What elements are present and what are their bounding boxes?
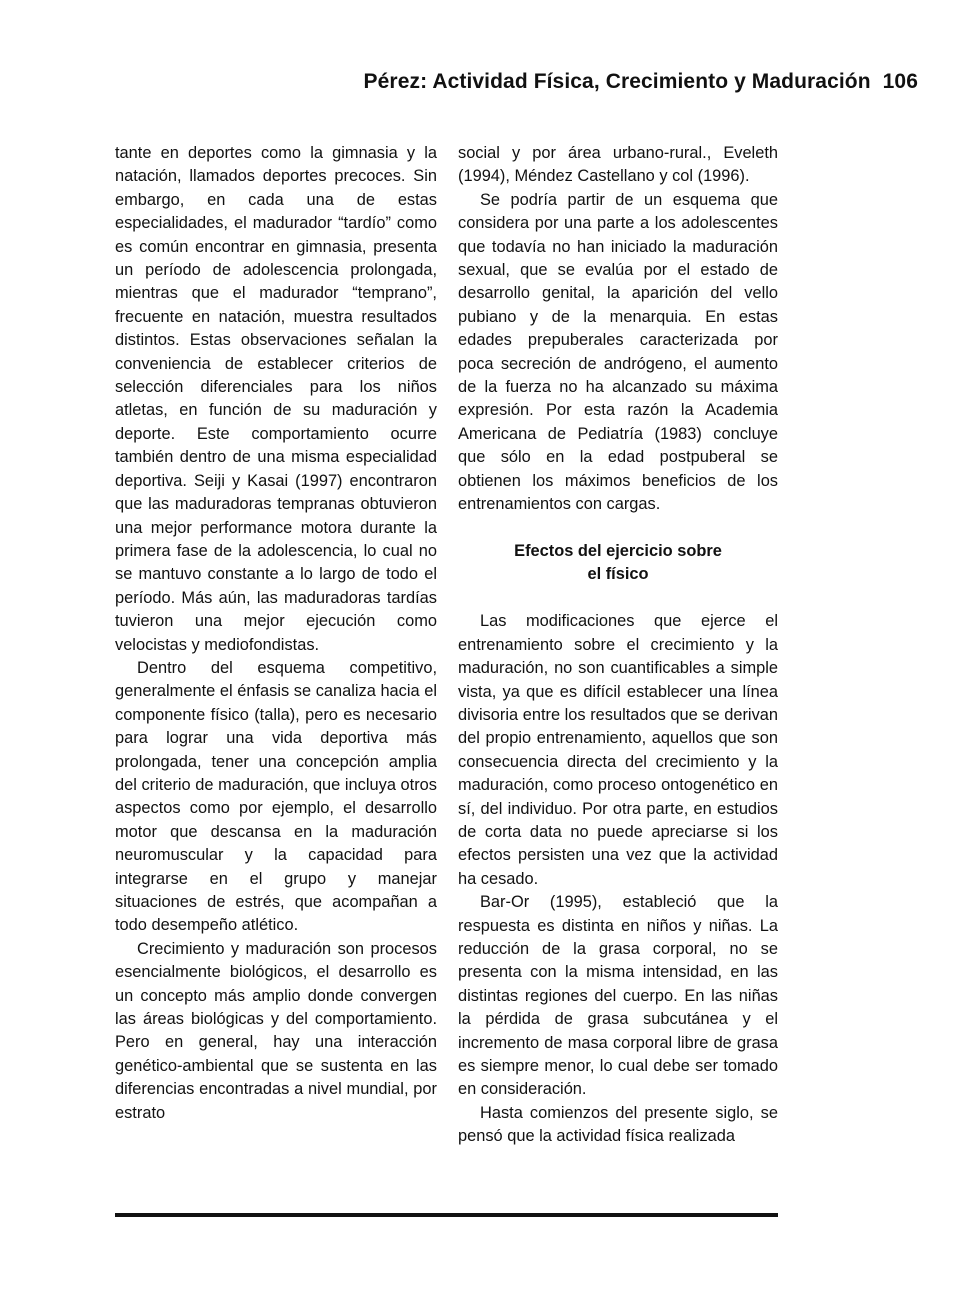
paragraph: Las modificaciones que ejerce el entrenamiento sobre el crecimiento y la maduración, no son cuantificables a simple vista, ya que es difícil establecer una línea divisoria entre los resultados que se derivan del propio entrenamiento, aquellos que son consecuencia directa del crecimiento y la maduración, como proceso ontogenético en sí, del individuo. Por otra parte, en estudios de corta data no puede apreciarse si los efectos persisten una vez que la actividad ha cesado. (458, 612, 778, 888)
section-heading-line: Efectos del ejercicio sobre (514, 541, 722, 560)
left-column (115, 142, 437, 1125)
paragraph: social y por área urbano-rural., Eveleth (1994), Méndez Castellano y col (1996). (458, 144, 778, 186)
paragraph: Dentro del esquema competitivo, generalmente el énfasis se canaliza hacia el componente físico (talla), pero es necesario para lograr una vida deportiva más prolongada, tener una concepción amplia del criterio de maduración, que incluya otros aspectos como por ejemplo, el desarrollo motor que descansa en la maduración neuromuscular y la capacidad para integrarse en el grupo y manejar situaciones de estrés, que acompañan a todo desempeño atlético. (115, 658, 437, 935)
running-header (364, 70, 918, 94)
paragraph: Hasta comienzos del presente siglo, se pensó que la actividad física realizada (458, 1103, 778, 1146)
section-heading-line: el físico (587, 564, 649, 583)
right-column (458, 142, 778, 1149)
paragraph: Bar-Or (1995), estableció que la respuesta es distinta en niños y niñas. La reducción de la grasa corporal, no se presenta con la misma intensidad, en las distintas regiones del cuerpo. En las niñas la pérdida de grasa subcutánea y el incremento de masa corporal libre de grasa es siempre menor, lo cual debe ser tomado en consideración. (458, 893, 778, 1099)
footer-rule (115, 1213, 778, 1217)
section-heading (458, 540, 778, 587)
page-number: 106 (882, 70, 918, 93)
paragraph: Se podría partir de un esquema que considera por una parte a los adolescentes que todavía no han iniciado la maduración sexual, que se evalúa por el estado de desarrollo genital, la aparición del vello pubiano y de la menarquia. En estas edades prepuberales caracterizada por poca secreción de andrógeno, el aumento de la fuerza no ha alcanzado su máxima expresión. Por esta razón la Academia Americana de Pediatría (1983) concluye que sólo en la edad postpuberal se obtienen los máximos beneficios de los entrenamientos con cargas. (458, 190, 778, 514)
running-title: Pérez: Actividad Física, Crecimiento y Maduración (363, 70, 871, 93)
paragraph: Crecimiento y maduración son procesos esencialmente biológicos, el desarrollo es un concepto más amplio donde convergen las áreas biológicas y del comportamiento. Pero en general, hay una interacción genético-ambiental que se sustenta en las diferencias encontradas a nivel mundial, por estrato (115, 939, 437, 1122)
paragraph: tante en deportes como la gimnasia y la natación, llamados deportes precoces. Sin embargo, en cada una de estas especialidades, el madurador “tardío” como es común encontrar en gimnasia, presenta un período de adolescencia prolongada, mientras que el madurador “temprano”, frecuente en natación, muestra resultados distintos. Estas observaciones señalan la conveniencia de establecer criterios de selección diferenciales para los niños atletas, en función de su maduración y deporte. Este comportamiento ocurre también dentro de una misma especialidad deportiva. Seiji y Kasai (1997) encontraron que las maduradoras tempranas obtuvieron una mejor performance motora durante la primera fase de la adolescencia, lo cual no se mantuvo constante a lo largo de todo el período. Más aún, las maduradoras tardías tuvieron una mejor ejecución como velocistas y mediofondistas. (115, 144, 437, 654)
